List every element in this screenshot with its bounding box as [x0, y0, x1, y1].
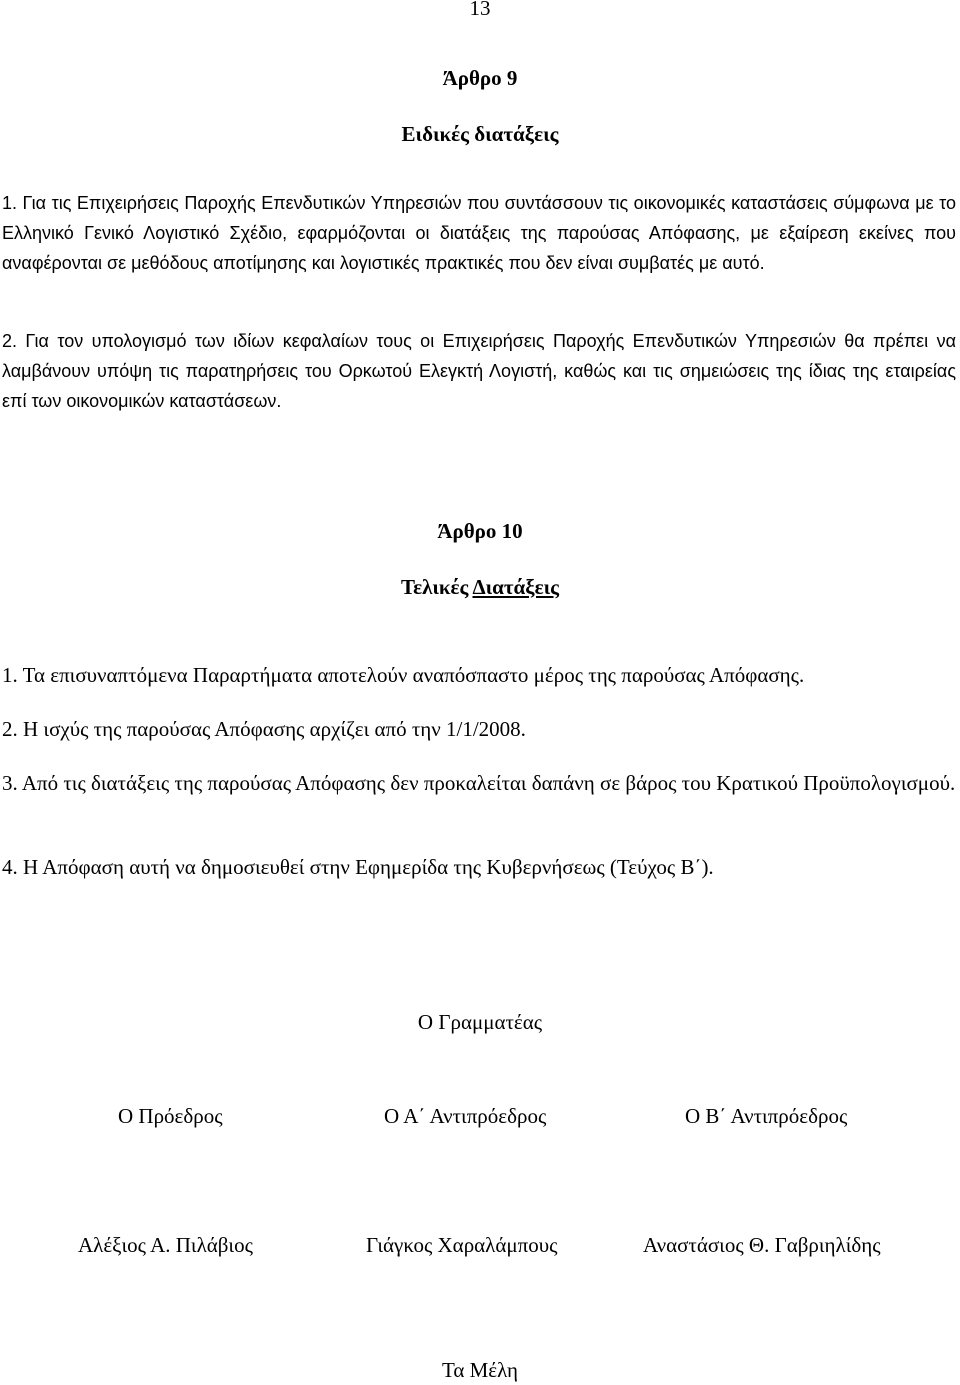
- article-10-subheading: [0, 575, 960, 600]
- article-10-paragraph-1: 1. Τα επισυναπτόμενα Παραρτήματα αποτελούν αναπόσπαστο μέρος της παρούσας Απόφασης.: [2, 663, 805, 687]
- article-10-paragraph-3: 3. Από τις διατάξεις της παρούσας Απόφασης δεν προκαλείται δαπάνη σε βάρος του Κρατικού Προϋπολογισμού.: [2, 771, 956, 795]
- article-9-paragraph-2: 2. Για τον υπολογισμό των ιδίων κεφαλαίων τους οι Επιχειρήσεις Παροχής Επενδυτικών Υπηρεσιών θα πρέπει να λαμβάνουν υπόψη τις παρατηρήσεις του Ορκωτού Ελεγκτή Λογιστή, καθώς και τις σημειώσεις της ίδιας της εταιρείας επί των οικονομικών καταστάσεων.: [2, 331, 956, 411]
- article-9-heading: Άρθρο 9: [442, 66, 518, 90]
- secretary-title: Ο Γραμματέας: [417, 1010, 543, 1034]
- vice-president-a-name: Γιάγκος Χαραλάμπους: [366, 1233, 558, 1257]
- vice-president-a-title: Ο Α΄ Αντιπρόεδρος: [384, 1104, 547, 1128]
- article-9-subheading: Ειδικές διατάξεις: [401, 122, 559, 146]
- vice-president-b-name: Αναστάσιος Θ. Γαβριηλίδης: [643, 1233, 881, 1257]
- president-name: Αλέξιος Α. Πιλάβιος: [78, 1233, 253, 1257]
- article-10-paragraph-4: 4. Η Απόφαση αυτή να δημοσιευθεί στην Εφημερίδα της Κυβερνήσεως (Τεύχος Β΄).: [2, 855, 714, 879]
- page-number: 13: [469, 0, 491, 20]
- article-10-subheading-part2: Διατάξεις: [472, 575, 559, 599]
- article-10-heading: Άρθρο 10: [437, 519, 523, 543]
- vice-president-b-title: Ο Β΄ Αντιπρόεδρος: [685, 1104, 848, 1128]
- article-9-paragraph-1: 1. Για τις Επιχειρήσεις Παροχής Επενδυτικών Υπηρεσιών που συντάσσουν τις οικονομικές καταστάσεις σύμφωνα με το Ελληνικό Γενικό Λογιστικό Σχέδιο, εφαρμόζονται οι διατάξεις της παρούσας Απόφασης, με εξαίρεση εκείνες που αναφέρονται σε μεθόδους αποτίμησης και λογιστικές πρακτικές που δεν είναι συμβατές με αυτό.: [2, 193, 956, 273]
- article-10-paragraph-2: 2. Η ισχύς της παρούσας Απόφασης αρχίζει από την 1/1/2008.: [2, 717, 526, 741]
- members-title: Τα Μέλη: [441, 1358, 519, 1382]
- president-title: Ο Πρόεδρος: [118, 1104, 223, 1128]
- article-10-subheading-part1: Τελικές: [401, 575, 473, 599]
